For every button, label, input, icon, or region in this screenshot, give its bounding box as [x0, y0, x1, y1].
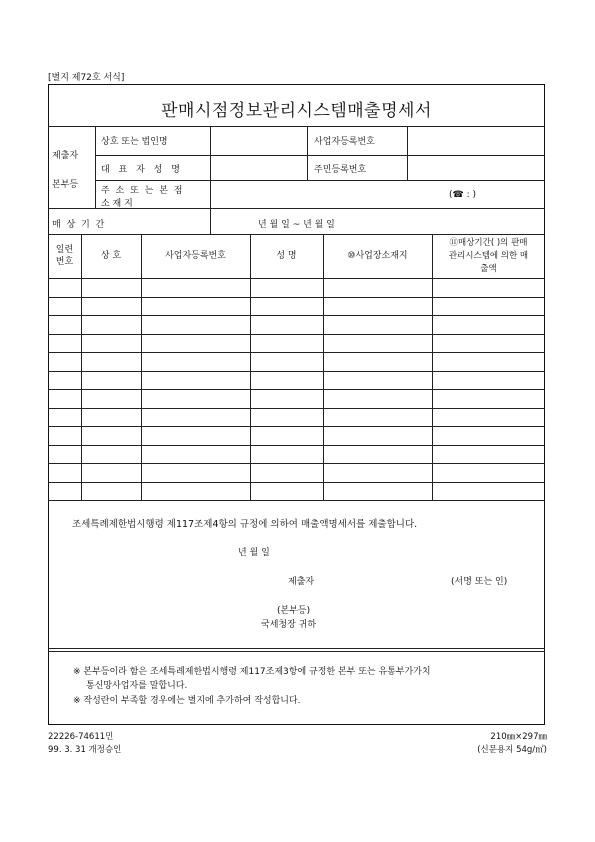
table-cell-sales-amount[interactable]: [433, 427, 544, 444]
table-cell-business-location[interactable]: [324, 464, 431, 481]
table-cell-business-number[interactable]: [142, 279, 249, 296]
table-row: [48, 278, 545, 297]
table-cell-business-location[interactable]: [324, 483, 431, 500]
table-row: [48, 371, 545, 390]
table-cell-name[interactable]: [251, 409, 322, 426]
table-row: [48, 352, 545, 371]
statement-submitter-label: 제출자: [288, 577, 315, 587]
table-cell-company-name[interactable]: [82, 298, 140, 315]
phone-field[interactable]: (☎ : ): [449, 190, 476, 200]
table-cell-company-name[interactable]: [82, 464, 140, 481]
resident-number-label: 주민등록번호: [314, 165, 367, 175]
table-cell-serial-number[interactable]: [49, 446, 80, 463]
table-row: [48, 445, 545, 464]
table-cell-name[interactable]: [251, 316, 322, 333]
table-row: [48, 297, 545, 316]
table-row: [48, 482, 545, 501]
address-label-line2: 소 재 지: [101, 199, 133, 209]
table-cell-business-number[interactable]: [142, 372, 249, 389]
period-label: 매 상 기 간: [52, 220, 106, 230]
table-cell-company-name[interactable]: [82, 427, 140, 444]
table-cell-name[interactable]: [251, 298, 322, 315]
table-cell-business-location[interactable]: [324, 335, 431, 352]
table-cell-business-number[interactable]: [142, 409, 249, 426]
form-title: 판매시점정보관리시스템매출명세서: [161, 101, 432, 121]
table-cell-serial-number[interactable]: [49, 335, 80, 352]
company-name-label: 상호 또는 법인명: [101, 137, 168, 147]
table-cell-business-location[interactable]: [324, 427, 431, 444]
table-cell-business-location[interactable]: [324, 316, 431, 333]
table-cell-name[interactable]: [251, 353, 322, 370]
table-cell-business-location[interactable]: [324, 446, 431, 463]
table-cell-name[interactable]: [251, 372, 322, 389]
representative-name-label: 대 표 자 성 명: [101, 165, 183, 175]
header-name: 성 명: [276, 251, 297, 261]
table-cell-business-number[interactable]: [142, 390, 249, 407]
period-value[interactable]: 년 월 일 ~ 년 월 일: [258, 220, 335, 230]
table-cell-sales-amount[interactable]: [433, 446, 544, 463]
table-cell-company-name[interactable]: [82, 372, 140, 389]
table-cell-company-name[interactable]: [82, 316, 140, 333]
table-row: [48, 463, 545, 482]
table-cell-business-number[interactable]: [142, 335, 249, 352]
table-cell-business-number[interactable]: [142, 464, 249, 481]
table-cell-name[interactable]: [251, 335, 322, 352]
footer-paper: (신문용지 54g/㎡): [477, 745, 547, 755]
table-cell-serial-number[interactable]: [49, 316, 80, 333]
footer-approval: 99. 3. 31 개정승인: [48, 745, 122, 755]
table-cell-serial-number[interactable]: [49, 464, 80, 481]
table-cell-company-name[interactable]: [82, 353, 140, 370]
table-cell-name[interactable]: [251, 390, 322, 407]
table-cell-sales-amount[interactable]: [433, 298, 544, 315]
table-cell-sales-amount[interactable]: [433, 372, 544, 389]
statement-branch: (본부등): [277, 606, 311, 616]
table-cell-name[interactable]: [251, 279, 322, 296]
table-cell-serial-number[interactable]: [49, 390, 80, 407]
table-cell-sales-amount[interactable]: [433, 353, 544, 370]
table-cell-company-name[interactable]: [82, 279, 140, 296]
note-1: ※ 본부등이라 함은 조세특례제한법시행령 제117조제3항에 규정한 본부 또는 유통부가가치: [73, 667, 431, 677]
table-cell-sales-amount[interactable]: [433, 316, 544, 333]
footer-code: 22226-74611민: [48, 732, 114, 742]
table-cell-business-location[interactable]: [324, 279, 431, 296]
company-name-field[interactable]: [212, 128, 305, 154]
statement-date[interactable]: 년 월 일: [238, 548, 270, 558]
table-cell-name[interactable]: [251, 427, 322, 444]
table-row: [48, 389, 545, 408]
representative-name-field[interactable]: [212, 157, 305, 179]
address-field[interactable]: [212, 182, 543, 207]
table-cell-name[interactable]: [251, 483, 322, 500]
table-cell-serial-number[interactable]: [49, 279, 80, 296]
table-cell-business-location[interactable]: [324, 372, 431, 389]
table-cell-company-name[interactable]: [82, 446, 140, 463]
table-cell-sales-amount[interactable]: [433, 464, 544, 481]
address-label-line1: 주 소 또 는 본 점: [101, 186, 184, 196]
header-pos-sales-amount: ⑪매상기간( )의 판매 관리시스템에 의한 매 출액: [448, 237, 529, 274]
table-cell-sales-amount[interactable]: [433, 279, 544, 296]
header-company-name: 상 호: [100, 251, 122, 261]
table-cell-business-number[interactable]: [142, 298, 249, 315]
table-cell-serial-number[interactable]: [49, 483, 80, 500]
table-row: [48, 426, 545, 445]
table-cell-business-number[interactable]: [142, 316, 249, 333]
table-row: [48, 315, 545, 334]
header-business-number: 사업자등록번호: [165, 251, 226, 261]
table-cell-sales-amount[interactable]: [433, 483, 544, 500]
table-cell-company-name[interactable]: [82, 390, 140, 407]
table-cell-business-number[interactable]: [142, 427, 249, 444]
note-1-continued: 통신망사업자를 말합니다.: [86, 681, 188, 691]
branch-label: 본부등: [52, 180, 79, 190]
table-row: [48, 334, 545, 353]
resident-number-field[interactable]: [409, 157, 543, 179]
table-row: [48, 408, 545, 427]
signature-label[interactable]: (서명 또는 인): [451, 577, 508, 587]
business-number-label: 사업자등록번호: [314, 137, 375, 147]
table-cell-business-number[interactable]: [142, 446, 249, 463]
table-cell-sales-amount[interactable]: [433, 390, 544, 407]
submitter-label: 제출자: [52, 151, 79, 161]
table-cell-sales-amount[interactable]: [433, 409, 544, 426]
table-cell-business-location[interactable]: [324, 353, 431, 370]
table-cell-company-name[interactable]: [82, 335, 140, 352]
table-cell-serial-number[interactable]: [49, 427, 80, 444]
table-cell-name[interactable]: [251, 446, 322, 463]
table-cell-business-number[interactable]: [142, 483, 249, 500]
table-cell-business-number[interactable]: [142, 353, 249, 370]
header-serial-number: 일련 번호: [55, 245, 74, 267]
table-cell-name[interactable]: [251, 464, 322, 481]
footer-size: 210㎜×297㎜: [490, 732, 547, 742]
table-cell-serial-number[interactable]: [49, 298, 80, 315]
table-cell-serial-number[interactable]: [49, 372, 80, 389]
table-cell-business-location[interactable]: [324, 298, 431, 315]
table-cell-company-name[interactable]: [82, 409, 140, 426]
note-2: ※ 작성란이 부족할 경우에는 별지에 추가하여 작성합니다.: [73, 696, 301, 706]
statement-text: 조세특례제한법시행령 제117조제4항의 규정에 의하여 매출액명세서를 제출합니다.: [72, 519, 418, 530]
table-cell-business-location[interactable]: [324, 409, 431, 426]
table-cell-serial-number[interactable]: [49, 353, 80, 370]
business-number-field[interactable]: [409, 128, 543, 154]
form-number: [별지 제72호 서식]: [48, 73, 125, 83]
table-cell-business-location[interactable]: [324, 390, 431, 407]
table-cell-company-name[interactable]: [82, 483, 140, 500]
table-cell-sales-amount[interactable]: [433, 335, 544, 352]
header-business-location: ⑩사업장소재지: [347, 251, 408, 261]
table-cell-serial-number[interactable]: [49, 409, 80, 426]
addressee: 국세청장 귀하: [261, 620, 317, 630]
